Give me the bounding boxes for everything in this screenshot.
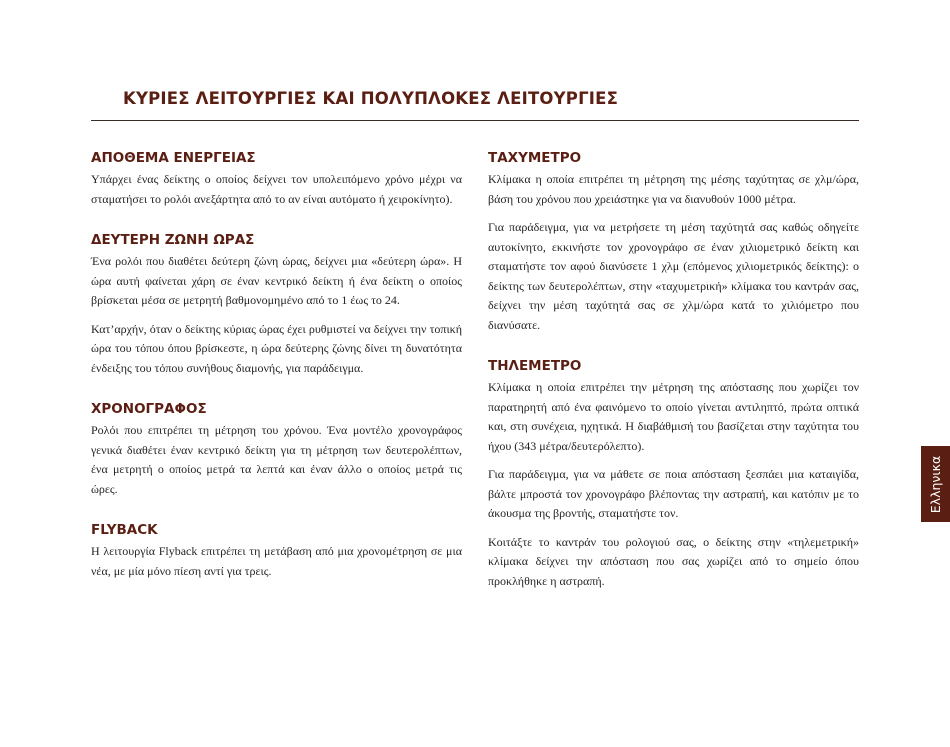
right-column <box>488 150 859 591</box>
title-divider <box>91 120 859 121</box>
paragraph: Ένα ρολόι που διαθέτει δεύτερη ζώνη ώρας, δείχνει μια «δεύτερη ώρα». Η ώρα αυτή φαίνεται χάρη σε έναν κεντρικό δείκτη ή ένα δείκτη ο οποίος βρίσκεται μέσα σε μετρητή βαθμονομημένο από το 1 έως το 24. <box>91 254 462 307</box>
left-column <box>91 150 462 581</box>
section-heading: ΑΠΟΘΕΜΑ ΕΝΕΡΓΕΙΑΣ <box>91 150 256 166</box>
paragraph: Ρολόι που επιτρέπει τη μέτρηση του χρόνου. Ένα μοντέλο χρονογράφος γενικά διαθέτει έναν κεντρικό δείκτη για τη μέτρηση των δευτερολέπτων, ένα μετρητή ο οποίος μετρά τα λεπτά και έναν άλλο ο οποίος μετρά τις ώρες. <box>91 423 462 496</box>
section-heading: ΔΕΥΤΕΡΗ ΖΩΝΗ ΩΡΑΣ <box>91 232 255 248</box>
section-chronograph <box>91 401 462 499</box>
section-tachymeter <box>488 150 859 335</box>
page-title: ΚΥΡΙΕΣ ΛΕΙΤΟΥΡΓΙΕΣ ΚΑΙ ΠΟΛΥΠΛΟΚΕΣ ΛΕΙΤΟΥΡΓΙΕΣ <box>123 89 619 108</box>
section-heading: FLYBACK <box>91 522 158 538</box>
section-second-time-zone <box>91 232 462 378</box>
section-heading: ΤΗΛΕΜΕΤΡΟ <box>488 358 582 374</box>
section-telemeter <box>488 358 859 591</box>
section-energy-reserve <box>91 150 462 209</box>
paragraph: Για παράδειγμα, για να μάθετε σε ποια απόσταση ξεσπάει μια καταιγίδα, βάλτε μπροστά τον χρονογράφο βλέποντας την αστραπή, και κατόπιν με το άκουσμα της βροντής, σταματήστε τον. <box>488 467 859 520</box>
paragraph: Υπάρχει ένας δείκτης ο οποίος δείχνει τον υπολειπόμενο χρόνο μέχρι να σταματήσει το ρολόι ανεξάρτητα από το αν είναι αυτόματο ή χειροκίνητο). <box>91 172 462 206</box>
paragraph: Κοιτάξτε το καντράν του ρολογιού σας, ο δείκτης στην «τηλεμετρική» κλίμακα δείχνει την απόσταση που σας χωρίζει από το σημείο όπου προκλήθηκε η αστραπή. <box>488 534 859 588</box>
section-flyback <box>91 522 462 581</box>
language-tab-label: Ελληνικα <box>928 455 943 513</box>
paragraph: Η λειτουργία Flyback επιτρέπει τη μετάβαση από μια χρονομέτρηση σε μια νέα, με μία μόνο πίεση αντί για τρεις. <box>91 544 462 578</box>
paragraph: Κλίμακα η οποία επιτρέπει την μέτρηση της απόστασης που χωρίζει τον παρατηρητή από ένα φαινόμενο το οποίο γίνεται αντιληπτό, πρώτα οπτικά και, στη συνέχεια, ηχητικά. Η διαβάθμισή του βασίζεται στην ταχύτητα του ήχου (343 μέτρα/δευτερόλεπτο). <box>488 380 859 453</box>
section-heading: ΧΡΟΝΟΓΡΑΦΟΣ <box>91 401 207 417</box>
paragraph: Κατ’αρχήν, όταν ο δείκτης κύριας ώρας έχει ρυθμιστεί να δείχνει την τοπική ώρα του τόπου όπου βρίσκεστε, η ώρα δεύτερης ζώνης δίνει τη δυνατότητα ένδειξης του τόπου συνήθους διαμονής, για παράδειγμα. <box>91 321 462 375</box>
paragraph: Κλίμακα η οποία επιτρέπει τη μέτρηση της μέσης ταχύτητας σε χλμ/ώρα, βάση του χρόνου που χρειάστηκε για να διανυθούν 1000 μέτρα. <box>488 172 859 206</box>
language-tab <box>921 446 950 522</box>
section-heading: ΤΑΧΥΜΕΤΡΟ <box>488 150 582 166</box>
paragraph: Για παράδειγμα, για να μετρήσετε τη μέση ταχύτητά σας καθώς οδηγείτε αυτοκίνητο, εκκινήστε τον χρονογράφο σε έναν χιλιομετρικό δείκτη και σταματήστε τον αφού διανύσετε 1 χλμ (επόμενος χιλιομετρικός δείκτης): ο δείκτης των δευτερολέπτων, στην «ταχυμετρική» κλίμακα του καντράν σας, δείχνει την μέση ταχύτητά σας σε χλμ/ώρα κατά το χιλιόμετρο που διανύσατε. <box>488 220 859 332</box>
